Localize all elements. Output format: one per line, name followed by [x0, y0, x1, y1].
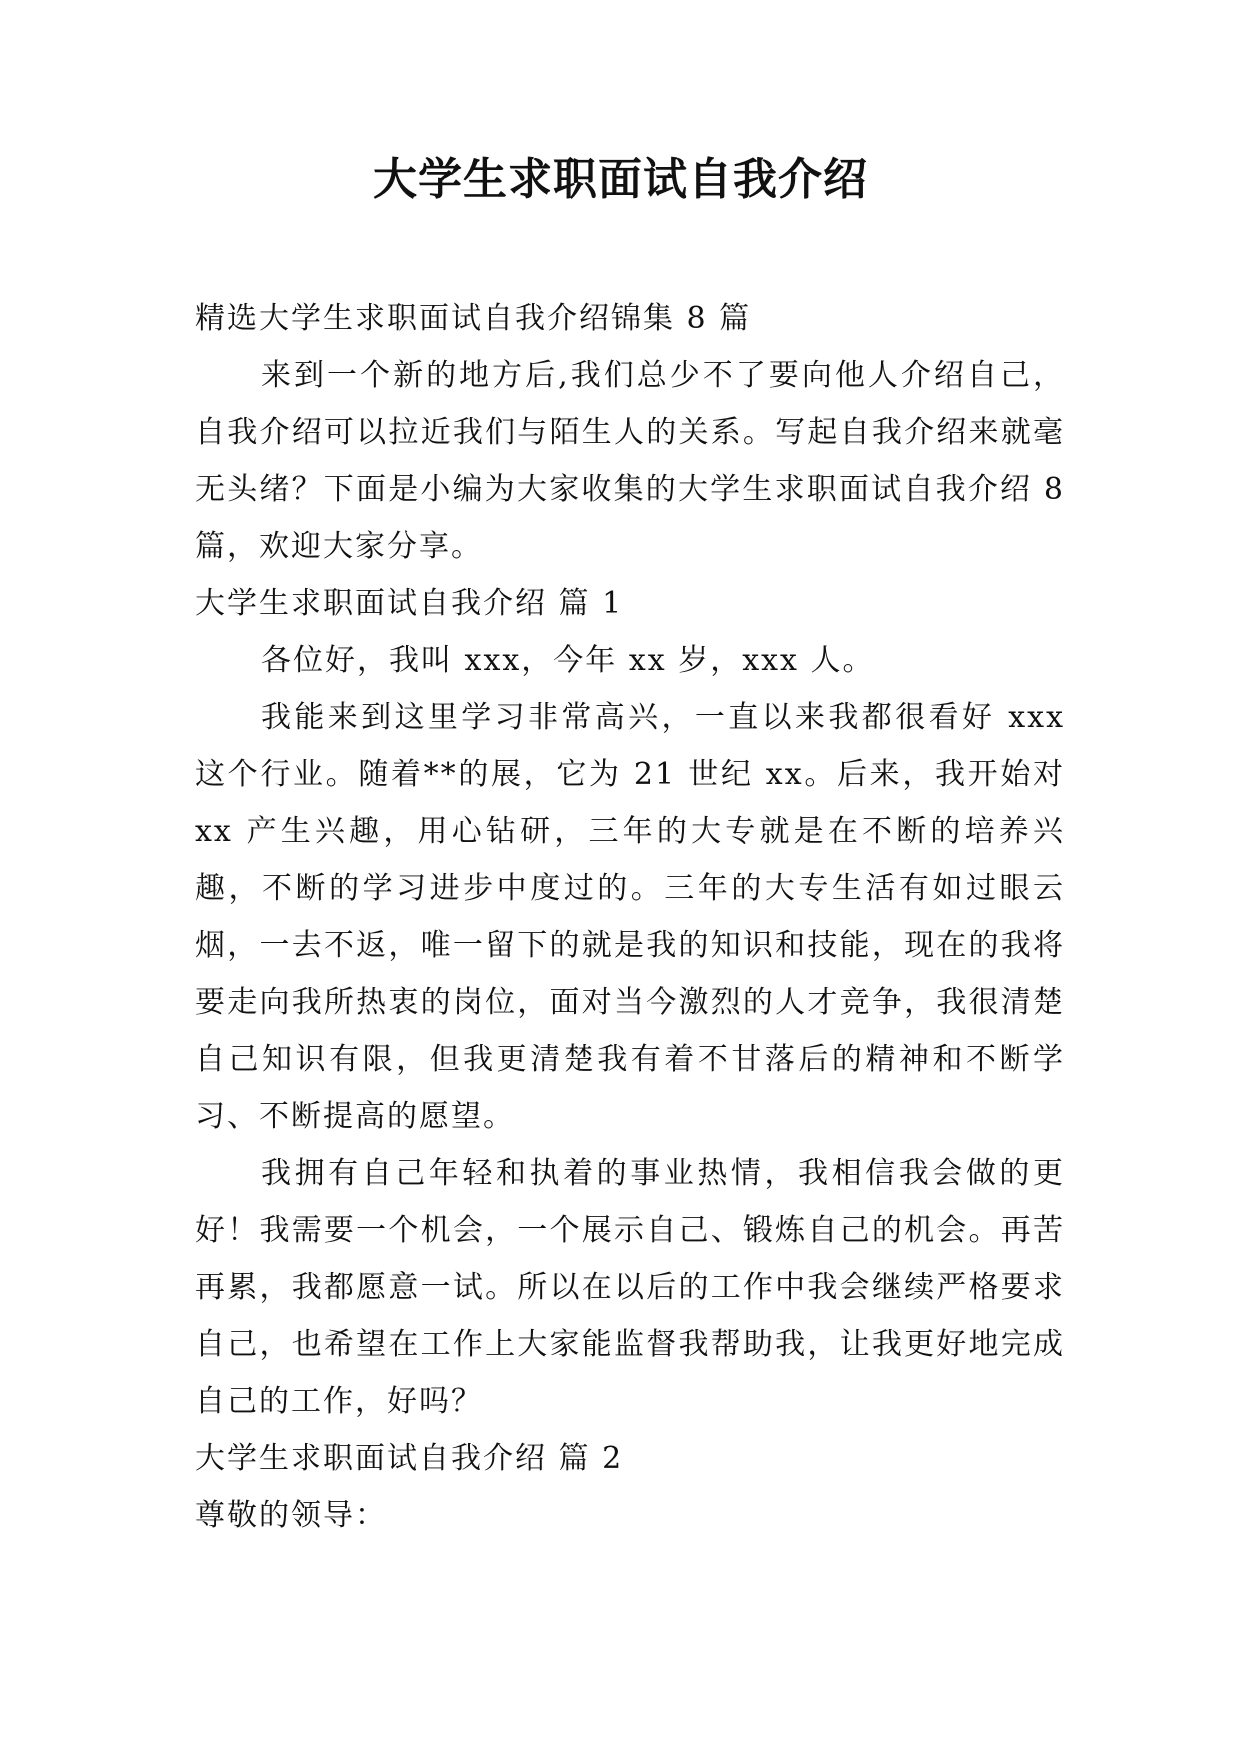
document-subtitle: 精选大学生求职面试自我介绍锦集 8 篇	[195, 301, 752, 336]
document-body	[195, 290, 1065, 1544]
section1-paragraph-2: 我能来到这里学习非常高兴，一直以来我都很看好 xxx 这个行业。随着**的展，它为 21 世纪 xx。后来，我开始对 xx 产生兴趣，用心钻研，三年的大专就是在不断的培养兴趣，不断的学习进步中度过的。三年的大专生活有如过眼云烟，一去不返，唯一留下的就是我的知识和技能，现在的我将要走向我所热衷的岗位，面对当今激烈的人才竞争，我很清楚自己知识有限，但我更清楚我有着不甘落后的精神和不断学习、不断提高的愿望。	[195, 700, 1065, 1134]
section-heading-1: 大学生求职面试自我介绍 篇 1	[195, 586, 624, 621]
document-title: 大学生求职面试自我介绍	[373, 154, 868, 205]
intro-paragraph: 来到一个新的地方后,我们总少不了要向他人介绍自己，自我介绍可以拉近我们与陌生人的关系。写起自我介绍来就毫无头绪？下面是小编为大家收集的大学生求职面试自我介绍 8 篇，欢迎大家分享。	[195, 358, 1065, 564]
section1-paragraph-1: 各位好，我叫 xxx，今年 xx 岁，xxx 人。	[261, 643, 875, 678]
section1-paragraph-3: 我拥有自己年轻和执着的事业热情，我相信我会做的更好！我需要一个机会，一个展示自己、锻炼自己的机会。再苦再累，我都愿意一试。所以在以后的工作中我会继续严格要求自己，也希望在工作上大家能监督我帮助我，让我更好地完成自己的工作，好吗？	[195, 1156, 1065, 1419]
section2-paragraph-1: 尊敬的领导：	[195, 1498, 387, 1533]
section-heading-2: 大学生求职面试自我介绍 篇 2	[195, 1441, 624, 1476]
